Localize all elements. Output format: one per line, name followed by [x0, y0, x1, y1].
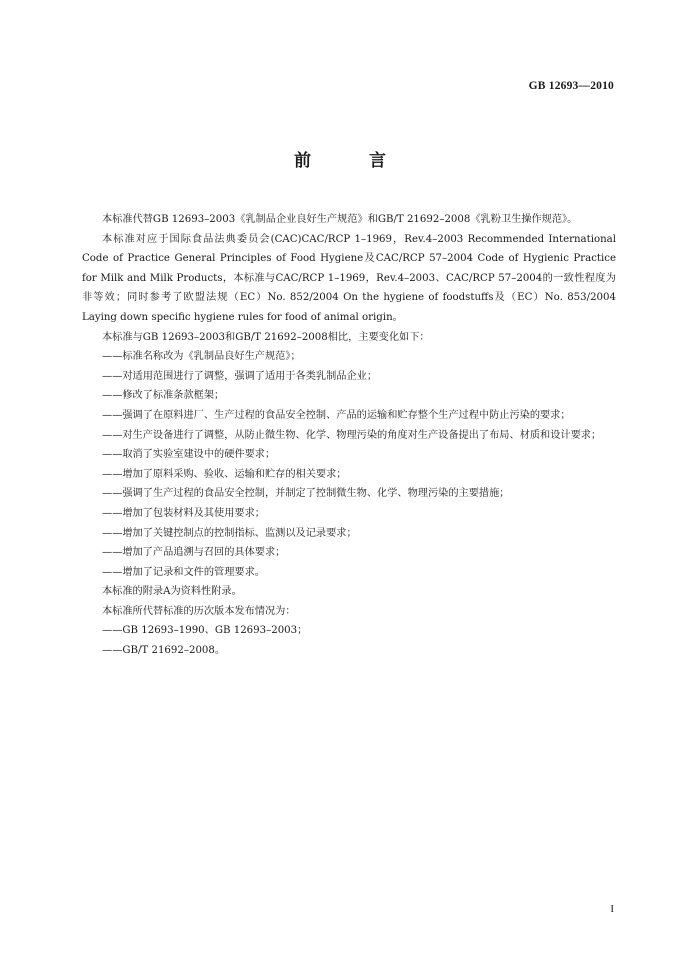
list-item: ——强调了生产过程的食品安全控制，并制定了控制微生物、化学、物理污染的主要措施； [102, 488, 510, 500]
list-item: ——增加了包装材料及其使用要求； [102, 507, 265, 519]
list-item: ——对适用范围进行了调整，强调了适用于各类乳制品企业； [102, 370, 378, 382]
paragraph-correspondence: 本标准对应于国际食品法典委员会(CAC)CAC/RCP 1–1969，Rev.4–2003 Recommended International Code of Practice General Principles of Food Hygiene及CAC/RCP 57–2004 Code of Hygienic Practice for Milk and Milk Products，本标准与CAC/RCP 1–1969，Rev.4–2003、CAC/RCP 57–2004的一致性程度为非等效；同时参考了欧盟法规（EC）No. 852/2004 On the hygiene of foodstuffs及（EC）No. 853/2004 Laying down specific hygiene rules for food of animal origin。 [82, 233, 616, 323]
list-item: ——强调了在原料进厂、生产过程的食品安全控制、产品的运输和贮存整个生产过程中防止污染的要求； [102, 409, 571, 421]
list-item: ——GB 12693–1990、GB 12693–2003； [102, 625, 308, 637]
page-title: 前 言 [294, 151, 412, 171]
list-item: ——增加了产品追溯与召回的具体要求； [102, 547, 286, 559]
document-code: GB 12693—2010 [528, 80, 614, 92]
paragraph-appendix: 本标准的附录A为资料性附录。 [102, 586, 242, 598]
list-item: ——增加了记录和文件的管理要求。 [102, 566, 265, 578]
list-item: ——增加了原料采购、验收、运输和贮存的相关要求； [102, 468, 347, 480]
list-item: ——对生产设备进行了调整，从防止微生物、化学、物理污染的角度对生产设备提出了布局、材质和设计要求； [102, 429, 602, 441]
page-number: I [610, 903, 614, 915]
list-item: ——修改了标准条款框架； [102, 390, 225, 402]
list-item: ——取消了实验室建设中的硬件要求； [102, 449, 276, 461]
paragraph-history-intro: 本标准所代替标准的历次版本发布情况为： [102, 605, 296, 617]
paragraph-replaces: 本标准代替GB 12693–2003《乳制品企业良好生产规范》和GB/T 21692–2008《乳粉卫生操作规范》。 [102, 214, 578, 225]
paragraph-changes-intro: 本标准与GB 12693–2003和GB/T 21692–2008相比，主要变化如下： [102, 331, 430, 343]
list-item: ——GB/T 21692–2008。 [102, 645, 226, 657]
list-item: ——增加了关键控制点的控制指标、监测以及记录要求； [102, 527, 357, 539]
list-item: ——标准名称改为《乳制品良好生产规范》； [102, 351, 301, 363]
body-text [82, 210, 616, 661]
